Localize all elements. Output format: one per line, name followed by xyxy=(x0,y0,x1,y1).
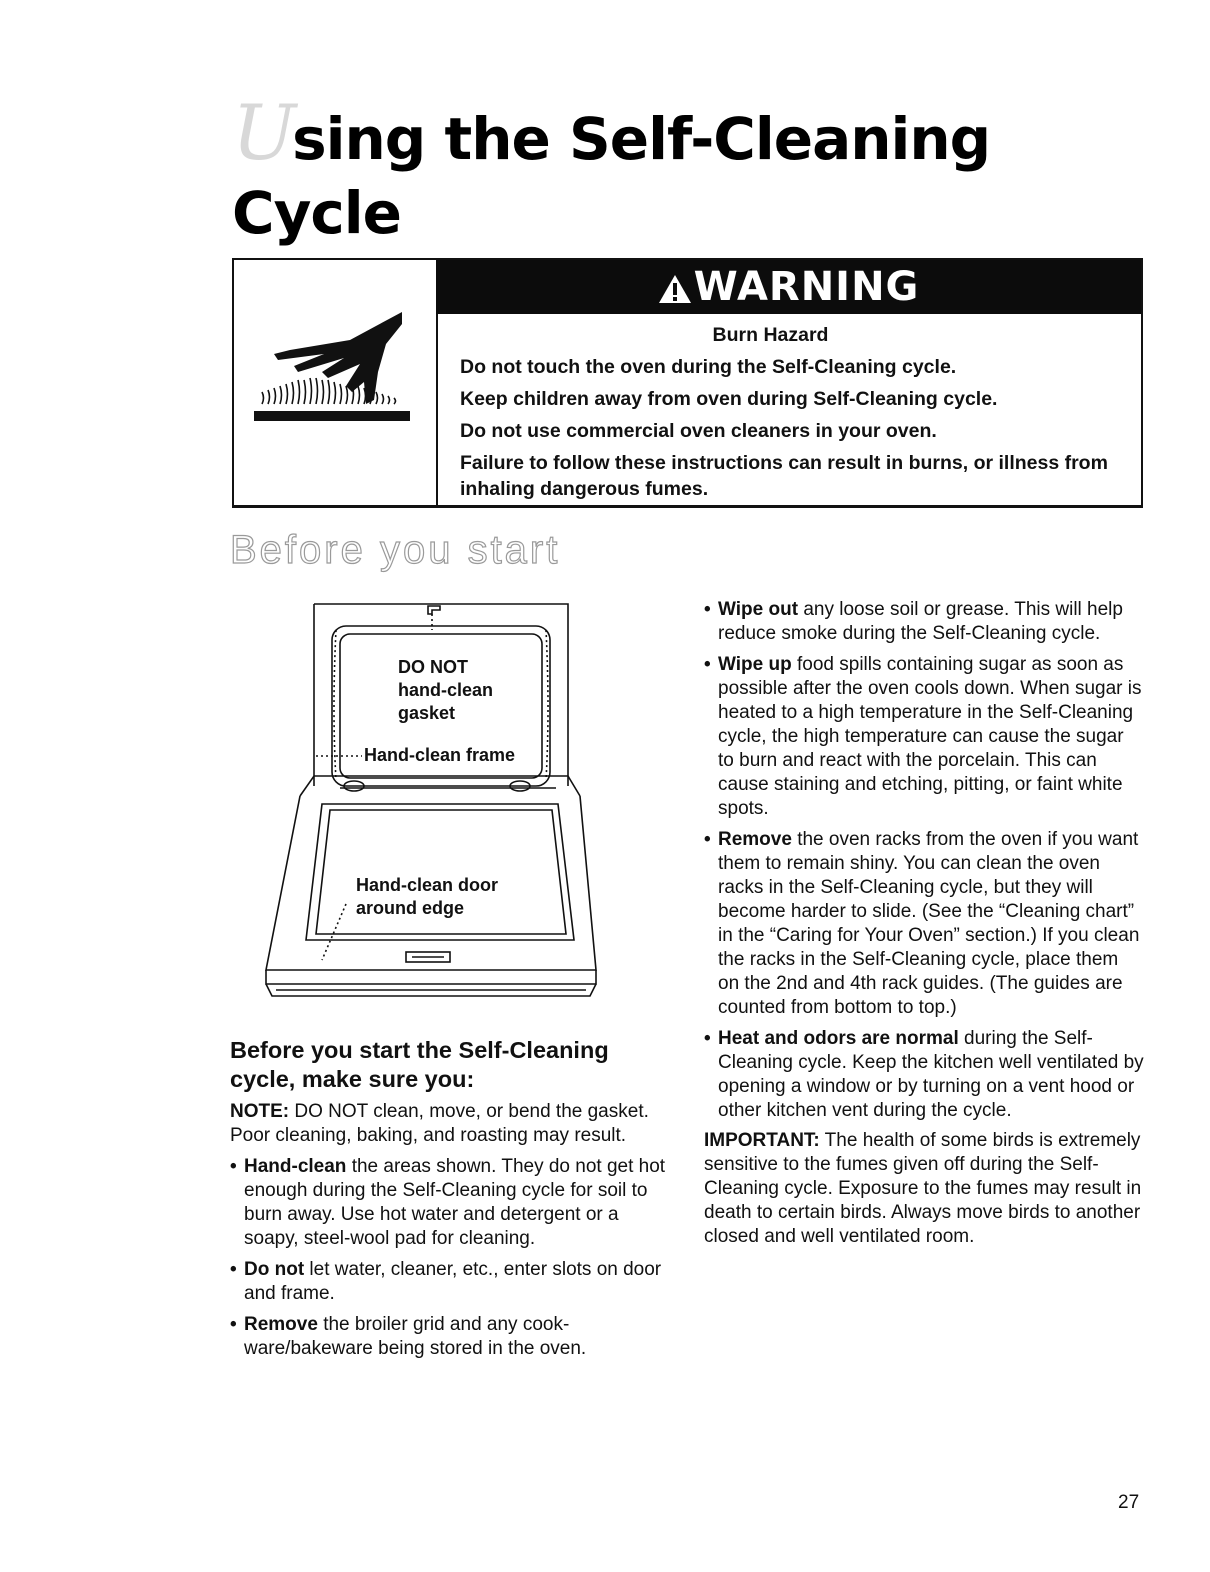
warning-text xyxy=(460,322,1121,508)
warning-line: Do not touch the oven during the Self-Cleaning cycle. xyxy=(460,356,957,378)
title-line2: Cycle xyxy=(232,179,401,247)
note-label: NOTE: xyxy=(230,1101,290,1122)
bullet-bold: Do not xyxy=(244,1259,305,1280)
bullet-bold: Remove xyxy=(244,1314,318,1335)
bullet-bold: Hand-clean xyxy=(244,1156,347,1177)
warning-banner-text: WARNING xyxy=(693,264,920,310)
title-line1: sing the Self-Cleaning xyxy=(292,105,991,173)
section-heading: Before you start the Self-Cleaning cycle, make sure you: xyxy=(230,1037,609,1092)
label-door-line: Hand-clean door xyxy=(356,875,499,895)
bullet-text: food spills containing sugar as soon as possible after the oven cools down. When sugar is heated to a high temperature in the Self-Cleaning cycle, the high temperature can cause the sugar to burn and react with the porcelain. This can cause staining and etching, pitting, or faint white spots. xyxy=(718,654,1142,819)
bullet-text: the areas shown. They do not get hot enough during the Self-Cleaning cycle for soil to burn away. Use hot water and detergent or a soapy, steel-wool pad for cleaning. xyxy=(244,1156,666,1249)
label-frame: Hand-clean frame xyxy=(364,745,516,765)
bullet-bold: Remove xyxy=(718,829,792,850)
left-column xyxy=(230,1036,675,1361)
warning-icon-cell xyxy=(234,260,438,505)
label-gasket xyxy=(398,656,493,725)
right-column xyxy=(704,598,1144,1249)
note-paragraph xyxy=(230,1100,675,1148)
hot-surface-hand-icon xyxy=(252,312,422,432)
label-gasket-line: hand-clean xyxy=(398,680,494,700)
list-item xyxy=(704,653,1144,821)
important-text: The health of some birds is extremely sensitive to the fumes given off during the Self-Cleaning cycle. Exposure to the fumes may result in death to certain birds. Always move birds to another closed and well ventilated room. xyxy=(704,1130,1142,1247)
list-item xyxy=(704,828,1144,1020)
bullet-text: the broiler grid and any cook-ware/bakeware being stored in the oven. xyxy=(244,1314,587,1359)
important-paragraph xyxy=(704,1129,1144,1249)
warning-banner xyxy=(436,260,1141,314)
bullet-text: any loose soil or grease. This will help reduce smoke during the Self-Cleaning cycle. xyxy=(718,599,1123,644)
bullet-bold: Wipe up xyxy=(718,654,792,675)
warning-box xyxy=(232,258,1143,508)
label-gasket-line: DO NOT xyxy=(398,657,468,677)
warning-line: Failure to follow these instructions can result in burns, or illness from inhaling dangerous fumes. xyxy=(460,452,1108,500)
list-item xyxy=(704,1027,1144,1123)
label-gasket-line: gasket xyxy=(398,703,456,723)
list-item xyxy=(704,598,1144,646)
page-title xyxy=(232,88,991,250)
hazard-title: Burn Hazard xyxy=(712,324,829,346)
bullet-bold: Wipe out xyxy=(718,599,799,620)
list-item xyxy=(230,1155,675,1251)
section-subhead: Before you start xyxy=(230,528,561,572)
page-number: 27 xyxy=(1118,1492,1140,1513)
title-dropcap: U xyxy=(232,88,293,177)
warning-line: Do not use commercial oven cleaners in your oven. xyxy=(460,420,937,442)
bullet-text: the oven racks from the oven if you want them to remain shiny. You can clean the oven racks in the Self-Cleaning cycle, but they will become harder to slide. (See the “Cleaning chart” in the “Caring for Your Oven” section.) If you clean the racks in the Self-Cleaning cycle, place them on the 2nd and 4th rack guides. (The guides are counted from bottom to top.) xyxy=(718,829,1140,1018)
label-door xyxy=(356,874,498,920)
warning-line: Keep children away from oven during Self-Cleaning cycle. xyxy=(460,388,998,410)
bullet-text: let water, cleaner, etc., enter slots on door and frame. xyxy=(244,1259,662,1304)
bullet-bold: Heat and odors are normal xyxy=(718,1028,959,1049)
list-item xyxy=(230,1313,675,1361)
label-door-line: around edge xyxy=(356,898,465,918)
bullet-text: during the Self-Cleaning cycle. Keep the kitchen well ventilated by opening a window or by turning on a vent hood or other kitchen vent during the cycle. xyxy=(718,1028,1144,1121)
important-label: IMPORTANT: xyxy=(704,1130,820,1151)
warning-triangle-icon xyxy=(658,274,692,304)
note-text: DO NOT clean, move, or bend the gasket. Poor cleaning, baking, and roasting may result. xyxy=(230,1101,649,1146)
list-item xyxy=(230,1258,675,1306)
oven-door-figure xyxy=(256,600,606,1025)
